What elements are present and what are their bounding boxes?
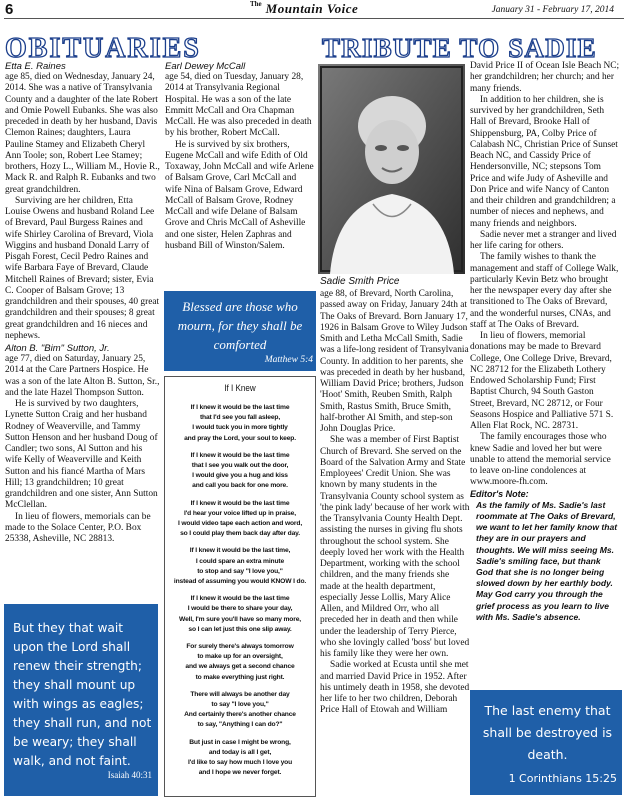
verse-reference: 1 Corinthians 15:25 [508, 772, 617, 785]
poem-stanza: If I knew it would be the last time I would be there to share your day, Well, I'm sure you'll have so many more, so I can let just this one slip away. [179, 595, 301, 633]
poem-stanza: If I knew it would be the last time that I'd see you fall asleep, I would tuck you in more tightly and pray the Lord, your soul to keep. [184, 404, 296, 442]
obituary-name: Earl Dewey McCall [165, 61, 246, 72]
obituary-body [165, 72, 315, 252]
obituary-column-1 [5, 61, 160, 595]
obituaries-title: OBITUARIES [5, 33, 201, 64]
poem-stanza: For surely there's always tomorrow to make up for an oversight, and we always get a second chance to make everything just right. [185, 643, 295, 681]
tribute-paragraph: The family encourages those who knew Sadie and loved her but were unable to attend the memorial service to leave on-line condolences at www.moore-fh.com. [470, 432, 611, 488]
poem-title: If I Knew [224, 383, 256, 394]
portrait-photo [318, 64, 465, 274]
obituary-body [5, 354, 160, 545]
masthead-title: Mountain Voice [265, 1, 359, 16]
poem-box [164, 376, 316, 797]
header-divider [4, 18, 624, 19]
editor-note-label: Editor's Note: [470, 488, 529, 499]
verse-box-isaiah [4, 604, 158, 796]
tribute-title: TRIBUTE TO SADIE [322, 33, 597, 63]
photo-caption: Sadie Smith Price [320, 276, 400, 287]
poem-stanza: If I knew it would be the last time I'd hear your voice lifted up in praise, I would video tape each action and word, so I could play them back day after day. [177, 499, 303, 538]
obituary-name: Etta E. Raines [5, 61, 66, 72]
verse-text: The last enemy that shall be destroyed is death. [482, 703, 613, 762]
obituary-paragraph: He is survived by two daughters, Lynette Sutton Craig and her husband Rodney of Weaverville, and Tammy Sutton Henson and her husband Doug of Candler; two sons, Al Sutton and his wife Kelly of Weaverville and Keith Sutton and his fiancé Martha of Mars Hill; 13 grandchildren; 10 great grandchildren and one sister, Ann Sutton McClellan. [5, 399, 158, 511]
verse-box-corinthians [470, 690, 622, 795]
obituary-paragraph: age 85, died on Wednesday, January 24, 2014. She was a native of Transylvania County and a daughter of the late Robert and Omie Powell Eubanks. She was also preceded in death by her husband, Davis Clemon Raines; daughters, Laura Pauline Stamey and Elizabeth Cheryl Ann Toole; son, Robert Lee Stamey; brothers, Hozy L., William M., Hovie R., Mack R. and Ralph R. Eubanks and two great grandchildren. [5, 72, 160, 195]
verse-reference: Isaiah 40:31 [107, 770, 152, 780]
verse-reference: Matthew 5:4 [264, 355, 313, 365]
issue-date: January 31 - February 17, 2014 [491, 5, 614, 15]
tribute-left-column [320, 289, 470, 717]
portrait-image [318, 64, 465, 274]
obituary-paragraph: He is survived by six brothers, Eugene McCall and wife Edith of Old Toxaway, John McCall and wife Arlene of Balsam Grove, Carl McCall and wife Nina of Balsam Grove, Edward McCall of Balsam Grove, Rodney McCall and wife Delane of Balsam Grove and Chris McCall of Asheville and one sister, Helen Zaphras and husband Bill of Winston/Salem. [165, 139, 314, 251]
poem-stanza: If I knew it would be the last time that I see you walk out the door, I would give you a hug and kiss and call you back for one more. [190, 451, 290, 490]
obituary-paragraph: age 54, died on Tuesday, January 28, 2014 at Transylvania Regional Hospital. He was a son of the late Emmitt McCall and Ora Chapman McCall. He was also preceded in death by his brother, Robert McCall. [165, 72, 312, 139]
tribute-paragraph: In addition to her children, she is survived by her grandchildren, Seth Hall of Brevard, Brooke Hall of Shippensburg, PA, Colby Price of Calabash NC, Christian Price of Sunset Beach NC, and Cassidy Price of Hendersonville, NC; stepsons Tom Price and wife Judy of Asheville and Don Price and wife Nancy of Canton and their children and grandchildren; a number of nieces and nephews, and many friends and neighbors. [470, 94, 618, 229]
poem-stanza: There will always be another day to say "I love you," And certainly there's another chance to say, "Anything I can do?" [184, 690, 296, 729]
tribute-right-paragraphs [470, 61, 620, 489]
poem-stanza: If I knew it would be the last time, I could spare an extra minute to stop and say "I love you," instead of assuming you would KNOW I do. [173, 547, 307, 586]
tribute-paragraph: In lieu of flowers, memorial donations may be made to Brevard College, One College Drive, Brevard, NC 28712 for the Elizabeth Lothery Endowed Scholarship Fund; First Baptist Church, 94 South Gaston Street, Brevard, NC 28712, or Four Seasons Hospice and Palliative 571 S. Allen Flat Rock, NC. 28731. [470, 331, 614, 431]
tribute-paragraph: David Price II of Ocean Isle Beach NC; her grandchildren; her church; and her many friends. [470, 61, 620, 94]
tribute-paragraph: She was a member of First Baptist Church of Brevard. She served on the Board of the Salvation Army and State Employees' Credit Union. She was known by many students in the Transylvania County school system as 'the pink lady' because of her work with the Transylvania County Health Dept. assisting the nurses in giving flu shots throughout the school system. She deeply loved her work with the Health Department, working with the school children, and the many friends she made at the health department, especially Jesse Lollis, Mary Alice Allen, and Mildred Orr, who all preceded her in death and then while under the leadership of Terry Pierce, who she lovingly called 'boss' but loved his family like they were her own. [320, 435, 470, 659]
obituary-body [5, 72, 160, 342]
page-header [0, 0, 628, 22]
verse-text: Blessed are those who mourn, for they shall be comforted [177, 299, 303, 352]
masthead-small: The [250, 0, 262, 8]
tribute-paragraph: Sadie worked at Ecusta until she met and married David Price in 1952. After his untimely death in 1958, she devoted her life to her two children, Deborah Price Hall of Etowah and William [320, 660, 470, 716]
page-number: 6 [5, 1, 14, 18]
obituary-column-2 [165, 61, 315, 252]
obituary-paragraph: age 77, died on Saturday, January 25, 2014 at the Care Partners Hospice. He was a son of the late Alton B. Sutton, Sr., and the late Hazel Thompson Sutton. [5, 354, 160, 398]
verse-text: But they that wait upon the Lord shall renew their strength; they shall mount up with wings as eagles; they shall run, and not be weary; they shall walk, and not faint. [13, 621, 152, 768]
verse-box-matthew [164, 291, 316, 371]
masthead [250, 0, 358, 18]
tribute-paragraph: The family wishes to thank the management and staff of College Walk, particularly Kevin Betz who brought her the newspaper every day after she transitioned to The Oaks of Brevard, and the wonderful nurses, CNAs, and staff at The Oaks of Brevard. [470, 252, 619, 330]
obituary-name: Alton B. "Bim" Sutton, Jr. [5, 343, 110, 354]
tribute-right-column [470, 61, 620, 623]
tribute-paragraph: Sadie never met a stranger and lived her life caring for others. [470, 229, 617, 251]
obituary-paragraph: In lieu of flowers, memorials can be made to the Solace Center, P.O. Box 25338, Asheville, NC 28813. [5, 511, 151, 544]
poem-stanzas [165, 403, 315, 779]
poem-stanza: But just in case I might be wrong, and today is all I get, I'd like to say how much I love you and I hope we never forget. [187, 738, 293, 777]
editor-note: As the family of Ms. Sadie's last roommate at The Oaks of Brevard, we want to let her family know that they are in our prayers and thoughts. We will miss seeing Ms. Sadie's smiling face, but thank God that she is no longer being slowed down by her earthly body. May God carry you through the grief process as you learn to live with Ms. Sadie's absence. [476, 499, 618, 622]
tribute-paragraph: age 88, of Brevard, North Carolina, passed away on Friday, January 24th at The Oaks of Brevard. Born January 17, 1926 in Balsam Grove to Wiley Judson Smith and Letha McCall Smith, Sadie was a life-long resident of Transylvania County. In addition to her parents, she was preceded in death by her husband, William David Price; brothers, Judson 'Hoot' Smith, Reuben Smith, Ralph Smith, Rastus Smith, Bruce Smith, half-brother Al Smith, and step-son John Douglas Price. [320, 289, 469, 434]
obituary-paragraph: Surviving are her children, Etta Louise Owens and husband Roland Lee of Brevard, Paul Burgess Raines and wife Shirley Carolina of Brevard, Viola Wiggins and husband Donald Larry of Pisgah Forest, Cecil Pedro Raines and wife Barbara Faye of Brevard, Claude Mitchell Raines of Brevard; sister, Evia C. Cooper of Balsam Grove; 13 grandchildren and their spouses, 40 great grandchildren and their spouses; 8 great great grandchildren and 16 nieces and nephews. [5, 195, 160, 341]
